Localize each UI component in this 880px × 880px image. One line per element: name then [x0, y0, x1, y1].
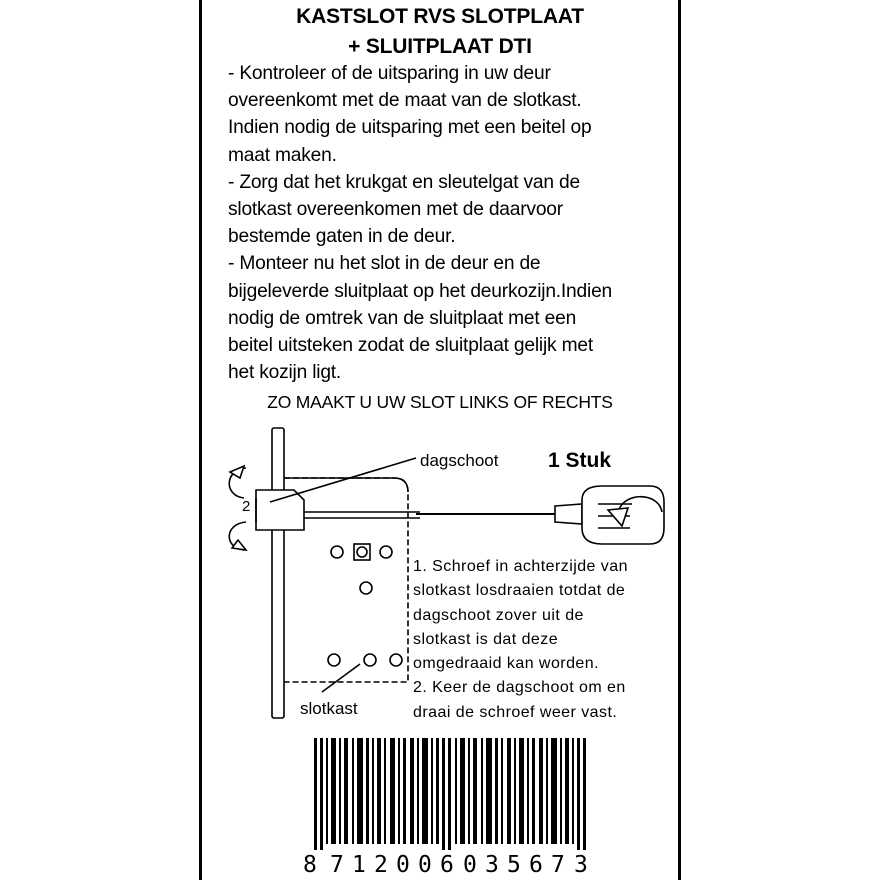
- barcode-digit: 2: [374, 852, 388, 878]
- step-line: draai de schroef weer vast.: [413, 703, 618, 721]
- instruction-line: Indien nodig de uitsparing met een beitel op: [228, 117, 592, 139]
- barcode-digit: 0: [463, 852, 477, 878]
- quantity-label: 1 Stuk: [548, 449, 612, 472]
- instruction-line: nodig de omtrek van de sluitplaat met een: [228, 307, 577, 329]
- reverse-lock-heading: ZO MAAKT U UW SLOT LINKS OF RECHTS: [267, 392, 613, 412]
- step-line: slotkast is dat deze: [413, 630, 559, 648]
- product-title-line-2: + SLUITPLAAT DTI: [348, 35, 532, 58]
- lock-case-label: slotkast: [300, 699, 358, 718]
- barcode-digit: 7: [330, 852, 344, 878]
- step-line: 1. Schroef in achterzijde van: [413, 558, 628, 575]
- barcode-digit: 0: [396, 852, 410, 878]
- barcode-digit: 1: [352, 852, 366, 878]
- instruction-line: - Kontroleer of de uitsparing in uw deur: [228, 63, 551, 84]
- barcode-number: [303, 850, 613, 880]
- barcode-digit: 6: [440, 852, 454, 878]
- product-title-line-1: KASTSLOT RVS SLOTPLAAT: [296, 5, 584, 28]
- instruction-line: het kozijn ligt.: [228, 362, 342, 384]
- barcode-digit: 7: [551, 852, 565, 878]
- instruction-line: beitel uitsteken zodat de sluitplaat gelijk met: [228, 335, 593, 357]
- barcode-digit: 6: [529, 852, 543, 878]
- instruction-line: slotkast overeenkomen met de daarvoor: [228, 199, 563, 221]
- barcode: [314, 738, 604, 856]
- barcode-digit: 8: [303, 852, 317, 878]
- instruction-line: - Monteer nu het slot in de deur en de: [228, 253, 541, 275]
- instruction-line: bijgeleverde sluitplaat op het deurkozijn.Indien: [228, 280, 613, 302]
- barcode-digit: 3: [485, 852, 499, 878]
- step-line: 2. Keer de dagschoot om en: [413, 679, 626, 697]
- barcode-digit: 0: [418, 852, 432, 878]
- barcode-digit: 5: [507, 852, 521, 878]
- step-marker: 2: [242, 498, 251, 515]
- screwdriver-icon: [416, 486, 664, 544]
- latch-label: dagschoot: [420, 451, 499, 470]
- faceplate: [272, 428, 284, 718]
- instruction-line: bestemde gaten in de deur.: [228, 226, 456, 248]
- instruction-line: maat maken.: [228, 144, 337, 166]
- barcode-digit: 3: [574, 852, 588, 878]
- step-line: omgedraaid kan worden.: [413, 655, 600, 673]
- reverse-steps-list: [413, 555, 675, 725]
- instruction-line: overeenkomt met de maat van de slotkast.: [228, 90, 582, 112]
- step-line: dagschoot zover uit de: [413, 606, 584, 624]
- instruction-line: - Zorg dat het krukgat en sleutelgat van de: [228, 171, 580, 193]
- instructions-list: [228, 60, 678, 386]
- step-line: slotkast losdraaien totdat de: [413, 582, 626, 600]
- card-left-border: [199, 0, 202, 880]
- latch-bolt: [256, 490, 304, 530]
